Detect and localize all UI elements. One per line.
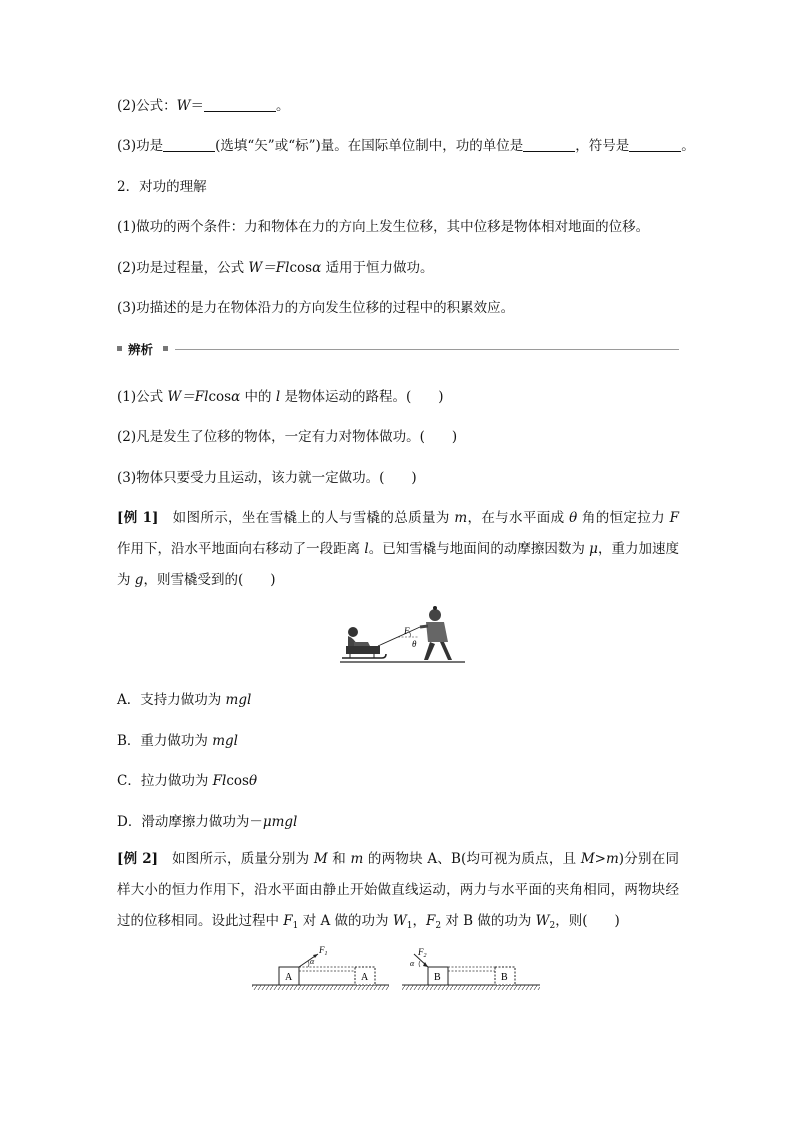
- analysis-title: 辨析: [128, 342, 154, 357]
- block-a2-label: A: [361, 972, 369, 983]
- example2-tag: [例 2]: [117, 851, 159, 867]
- bar-rule: [175, 349, 679, 350]
- hatch-right: [402, 985, 540, 990]
- puller-image: [420, 606, 452, 660]
- unit-line: (3)功是 (选填“矢”或“标”)量。在国际单位制中，功的单位是 ，符号是 。: [117, 138, 695, 154]
- sled-figure: [340, 602, 465, 668]
- alpha-label-1: α: [310, 957, 315, 966]
- vector-scalar-blank[interactable]: [163, 137, 215, 152]
- analysis-section-bar: [117, 340, 679, 360]
- fig-theta-label: θ: [412, 639, 417, 649]
- understanding-p1: (1)做功的两个条件：力和物体在力的方向上发生位移，其中位移是物体相对地面的位移。: [117, 219, 650, 235]
- unit-blank[interactable]: [523, 137, 575, 152]
- symbol-blank[interactable]: [629, 137, 681, 152]
- option-b[interactable]: B．重力做功为 mgl: [117, 733, 238, 749]
- understanding-p3: (3)功描述的是力在物体沿力的方向发生位移的过程中的积累效应。: [117, 300, 515, 316]
- option-a[interactable]: A．支持力做功为 mgl: [117, 692, 252, 708]
- bar-square-left: [117, 346, 122, 351]
- block-b2-label: B: [501, 972, 508, 983]
- option-d[interactable]: D．滑动摩擦力做功为－μmgl: [117, 814, 298, 830]
- f1-label: $F_1$: [319, 945, 328, 957]
- formula-line: (2)公式：W＝ 。: [117, 98, 290, 114]
- block-b-label: B: [434, 972, 441, 983]
- analysis-q1: (1)公式 W＝Flcosα 中的 l 是物体运动的路程。( ): [117, 389, 444, 405]
- blocks-figure: [252, 945, 544, 997]
- block-a-label: A: [285, 972, 293, 983]
- formula-blank[interactable]: [204, 97, 276, 112]
- understanding-heading: 2．对功的理解: [117, 179, 207, 195]
- sled-rider-image: [342, 627, 386, 658]
- example2-text: [例 2] 如图所示，质量分别为 M 和 m 的两物块 A、B(均可视为质点，且 M>m)分别在同样大小的恒力作用下，沿水平面由静止开始做直线运动，两力与水平面的夹角相同，两物块经过的位移相同。设此过程中 $F_1$ 对 A 做的功为 $W_1$，$F_2$ 对 B 做的功为 $W_2$，则( ): [117, 851, 679, 931]
- f2-label: $F_2$: [418, 947, 427, 959]
- understanding-p2: (2)功是过程量，公式 W＝Flcosα 适用于恒力做功。: [117, 260, 434, 276]
- analysis-q2: (2)凡是发生了位移的物体，一定有力对物体做功。( ): [117, 429, 458, 445]
- example1-tag: [例 1]: [117, 510, 159, 526]
- example1-text: [例 1] 如图所示，坐在雪橇上的人与雪橇的总质量为 m，在与水平面成 θ 角的恒定拉力 F 作用下，沿水平地面向右移动了一段距离 l。已知雪橇与地面间的动摩擦因数为 μ，重力加速度为 g，则雪橇受到的( ): [117, 510, 680, 588]
- hatch-left: [252, 985, 389, 990]
- option-c[interactable]: C．拉力做功为 Flcosθ: [117, 773, 258, 789]
- analysis-q3: (3)物体只要受力且运动，该力就一定做功。( ): [117, 470, 417, 486]
- alpha-label-2: α: [410, 959, 415, 968]
- fig-F-label: F: [404, 626, 410, 636]
- bar-square-right: [163, 346, 168, 351]
